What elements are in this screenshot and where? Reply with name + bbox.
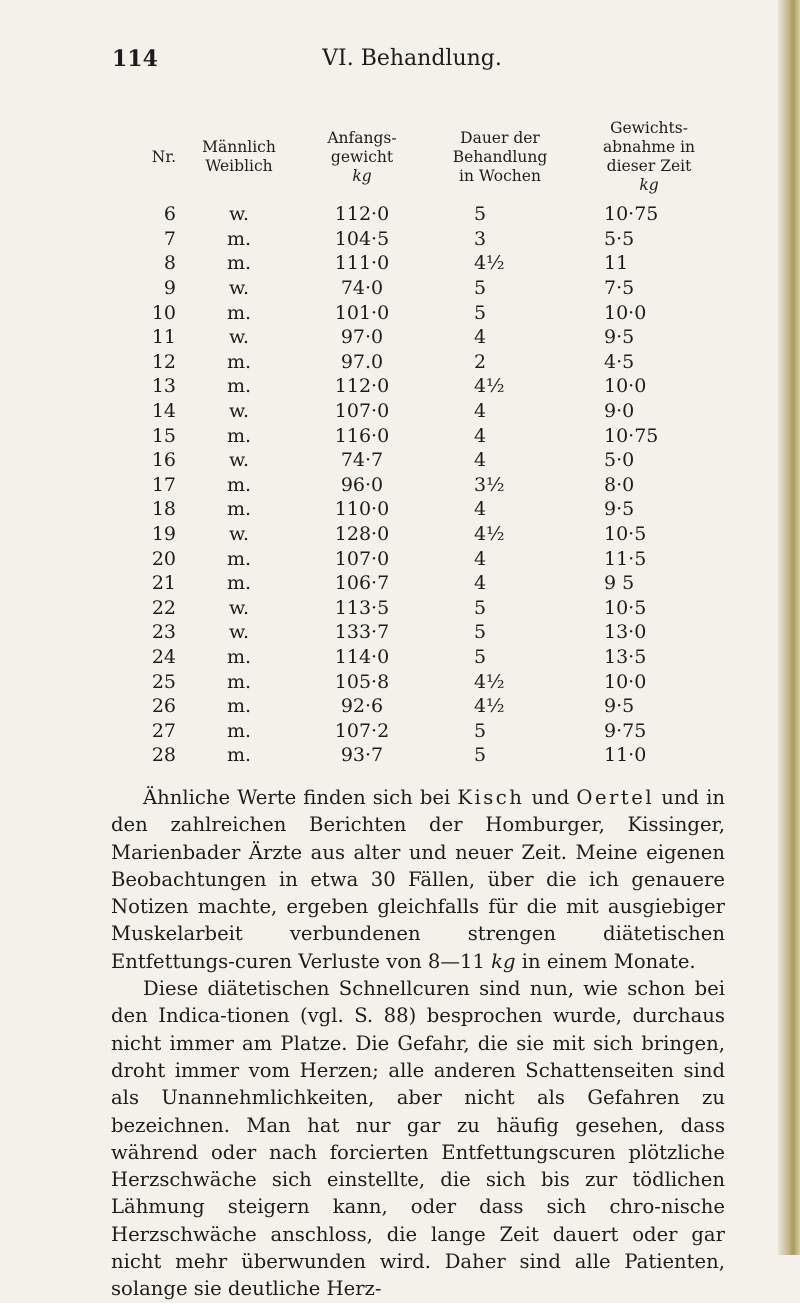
cell-nr: 24: [151, 645, 176, 668]
cell-nr: 26: [151, 695, 176, 718]
table-row: [134, 300, 724, 325]
cell-duration: 4½: [474, 252, 505, 275]
cell-duration: 4: [474, 400, 487, 423]
cell-duration: 5: [474, 645, 487, 668]
cell-sex: m.: [226, 670, 252, 693]
table-row: [134, 202, 724, 227]
cell-nr: 6: [163, 203, 176, 226]
running-head: VI. Behandlung.: [322, 46, 502, 71]
cell-start-weight: 107·0: [334, 547, 390, 570]
cell-start-weight: 116·0: [334, 424, 390, 447]
author-name-kisch: Kisch: [457, 786, 525, 809]
cell-start-weight: 97·0: [340, 326, 384, 349]
cell-weight-loss: 5·0: [604, 449, 635, 472]
cell-start-weight: 114·0: [334, 645, 390, 668]
table-row: [134, 276, 724, 301]
cell-duration: 4½: [474, 695, 505, 718]
table-row: [134, 227, 724, 252]
cell-duration: 4: [474, 326, 487, 349]
table-row: [134, 423, 724, 448]
table-header-row: [134, 112, 724, 202]
cell-sex: w.: [228, 523, 250, 546]
cell-start-weight: 107·2: [334, 719, 390, 742]
paragraph-1: Ähnliche Werte finden sich bei Kisch und Oertel und in den zahlreichen Berichten der Homburger, Kissinger, Marienbader Ärzte aus alter und neuer Zeit. Meine eigenen Beobachtungen in etwa 30 Fällen, über die ich genauere Notizen machte, ergeben gleichfalls für die mit ausgiebiger Muskelarbeit verbundenen strengen diätetischen Entfettungs-curen Verluste von 8—11 kg in einem Monate.: [111, 786, 725, 973]
table-row: [134, 325, 724, 350]
table-row: [134, 251, 724, 276]
cell-weight-loss: 7·5: [604, 277, 635, 300]
cell-start-weight: 106·7: [334, 572, 390, 595]
cell-weight-loss: 10·0: [604, 670, 647, 693]
cell-sex: m.: [226, 252, 252, 275]
cell-nr: 15: [151, 424, 176, 447]
cell-nr: 16: [151, 449, 176, 472]
cell-sex: w.: [228, 596, 250, 619]
cell-start-weight: 74·0: [340, 277, 384, 300]
cell-duration: 5: [474, 596, 487, 619]
cell-sex: m.: [226, 375, 252, 398]
cell-nr: 14: [151, 400, 176, 423]
cell-sex: w.: [228, 326, 250, 349]
cell-nr: 10: [151, 301, 176, 324]
cell-sex: m.: [226, 719, 252, 742]
cell-weight-loss: 5·5: [604, 227, 635, 250]
cell-weight-loss: 11·5: [604, 547, 647, 570]
cell-duration: 5: [474, 277, 487, 300]
cell-weight-loss: 10·0: [604, 301, 647, 324]
cell-nr: 13: [151, 375, 176, 398]
cell-weight-loss: 11·0: [604, 744, 647, 767]
cell-weight-loss: 9·75: [604, 719, 647, 742]
weight-loss-table: [134, 112, 724, 768]
cell-duration: 4: [474, 424, 487, 447]
cell-sex: m.: [226, 695, 252, 718]
cell-start-weight: 113·5: [334, 596, 390, 619]
cell-weight-loss: 9·0: [604, 400, 635, 423]
cell-start-weight: 111·0: [334, 252, 390, 275]
cell-duration: 4: [474, 547, 487, 570]
cell-duration: 4½: [474, 375, 505, 398]
cell-weight-loss: 9·5: [604, 498, 635, 521]
cell-sex: m.: [226, 227, 252, 250]
cell-nr: 25: [151, 670, 176, 693]
table-row: [134, 448, 724, 473]
cell-nr: 9: [163, 277, 176, 300]
paragraph-2: Diese diätetischen Schnellcuren sind nun, wie schon bei den Indica-tionen (vgl. S. 88) besprochen wurde, durchaus nicht immer am Platze. Die Gefahr, die sie mit sich bringen, droht immer vom Herzen; alle anderen Schattenseiten sind als Unannehmlichkeiten, aber nicht als Gefahren zu bezeichnen. Man hat nur gar zu häufig gesehen, dass während oder nach forcierten Entfettungscuren plötzliche Herzschwäche sich einstellte, die sich bis zur tödlichen Lähmung steigern kann, oder dass sich chro-nische Herzschwäche anschloss, die lange Zeit dauert oder gar nicht mehr überwunden wird. Daher sind alle Patienten, solange sie deutliche Herz-: [111, 977, 725, 1301]
table-row: [134, 571, 724, 596]
cell-nr: 21: [151, 572, 176, 595]
cell-weight-loss: 9 5: [604, 572, 635, 595]
cell-start-weight: 133·7: [334, 621, 390, 644]
cell-sex: w.: [228, 449, 250, 472]
cell-duration: 5: [474, 719, 487, 742]
table-row: [134, 473, 724, 498]
page-number: 114: [112, 46, 158, 72]
cell-duration: 3: [474, 227, 487, 250]
cell-weight-loss: 10·75: [604, 424, 659, 447]
cell-weight-loss: 13·5: [604, 645, 647, 668]
cell-start-weight: 105·8: [334, 670, 390, 693]
author-name-oertel: Oertel: [576, 786, 655, 809]
cell-nr: 19: [151, 523, 176, 546]
cell-sex: m.: [226, 547, 252, 570]
table-row: [134, 718, 724, 743]
cell-nr: 28: [151, 744, 176, 767]
table-row: [134, 399, 724, 424]
page-header: [112, 46, 712, 86]
column-header-sex: Männlich Weiblich: [202, 138, 276, 175]
cell-duration: 4: [474, 498, 487, 521]
table-row: [134, 522, 724, 547]
cell-sex: m.: [226, 744, 252, 767]
cell-duration: 4: [474, 572, 487, 595]
cell-start-weight: 110·0: [334, 498, 390, 521]
cell-weight-loss: 10·5: [604, 523, 647, 546]
table-row: [134, 497, 724, 522]
table-row: [134, 743, 724, 768]
cell-nr: 18: [151, 498, 176, 521]
table-row: [134, 669, 724, 694]
cell-weight-loss: 10·5: [604, 596, 647, 619]
cell-nr: 11: [151, 326, 176, 349]
table-body: [134, 202, 724, 768]
cell-sex: m.: [226, 301, 252, 324]
column-header-weight-loss: Gewichts- abnahme in dieser Zeit kg: [602, 119, 696, 194]
cell-nr: 7: [163, 227, 176, 250]
cell-start-weight: 128·0: [334, 523, 390, 546]
body-text: [111, 784, 725, 1303]
cell-weight-loss: 4·5: [604, 350, 635, 373]
cell-start-weight: 74·7: [340, 449, 384, 472]
cell-sex: w.: [228, 400, 250, 423]
cell-duration: 2: [474, 350, 487, 373]
cell-sex: m.: [226, 498, 252, 521]
table-row: [134, 620, 724, 645]
cell-start-weight: 107·0: [334, 400, 390, 423]
cell-weight-loss: 9·5: [604, 326, 635, 349]
cell-sex: w.: [228, 277, 250, 300]
cell-sex: w.: [228, 621, 250, 644]
cell-start-weight: 92·6: [340, 695, 384, 718]
cell-weight-loss: 10·0: [604, 375, 647, 398]
cell-start-weight: 96·0: [340, 473, 384, 496]
table-row: [134, 596, 724, 621]
cell-nr: 20: [151, 547, 176, 570]
cell-duration: 5: [474, 203, 487, 226]
cell-duration: 5: [474, 621, 487, 644]
cell-start-weight: 112·0: [334, 203, 390, 226]
cell-sex: m.: [226, 645, 252, 668]
cell-nr: 17: [151, 473, 176, 496]
cell-nr: 23: [151, 621, 176, 644]
cell-duration: 3½: [474, 473, 505, 496]
column-header-start-weight: Anfangs- gewicht kg: [327, 128, 397, 185]
cell-start-weight: 101·0: [334, 301, 390, 324]
cell-sex: m.: [226, 424, 252, 447]
cell-duration: 4½: [474, 670, 505, 693]
column-header-duration: Dauer der Behandlung in Wochen: [452, 128, 548, 185]
cell-weight-loss: 9·5: [604, 695, 635, 718]
cell-weight-loss: 11: [604, 252, 629, 275]
cell-nr: 22: [151, 596, 176, 619]
table-row: [134, 546, 724, 571]
cell-weight-loss: 10·75: [604, 203, 659, 226]
cell-duration: 5: [474, 301, 487, 324]
table-row: [134, 645, 724, 670]
column-header-nr: Nr.: [151, 147, 176, 166]
cell-duration: 4: [474, 449, 487, 472]
table-row: [134, 350, 724, 375]
table-row: [134, 694, 724, 719]
cell-sex: m.: [226, 350, 252, 373]
cell-duration: 5: [474, 744, 487, 767]
cell-duration: 4½: [474, 523, 505, 546]
cell-sex: w.: [228, 203, 250, 226]
cell-sex: m.: [226, 473, 252, 496]
cell-start-weight: 97.0: [340, 350, 384, 373]
cell-start-weight: 112·0: [334, 375, 390, 398]
cell-nr: 27: [151, 719, 176, 742]
cell-start-weight: 104·5: [334, 227, 390, 250]
cell-nr: 12: [151, 350, 176, 373]
cell-weight-loss: 8·0: [604, 473, 635, 496]
cell-start-weight: 93·7: [340, 744, 384, 767]
cell-sex: m.: [226, 572, 252, 595]
cell-nr: 8: [163, 252, 176, 275]
table-row: [134, 374, 724, 399]
cell-weight-loss: 13·0: [604, 621, 647, 644]
page-edge-shading: [778, 0, 800, 1255]
